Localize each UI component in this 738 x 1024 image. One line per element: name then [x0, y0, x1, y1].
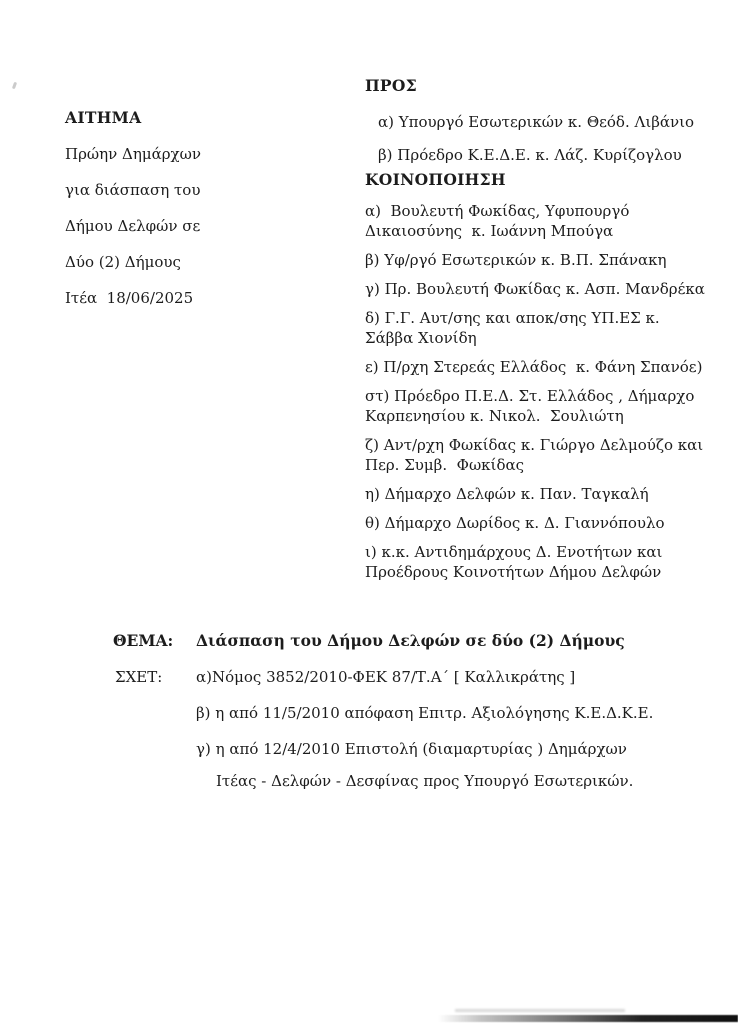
cc-item-1: α) Βουλευτή Φωκίδας, Υφυπουργό Δικαιοσύνης κ. Ιωάννη Μπούγα	[365, 202, 635, 240]
request-line-1: Πρώην Δημάρχων	[65, 145, 201, 163]
reference-item-2: β) η από 11/5/2010 απόφαση Επιτρ. Αξιολόγησης Κ.Ε.Δ.Κ.Ε.	[196, 704, 654, 722]
request-line-4: Δύο (2) Δήμους	[65, 253, 181, 271]
references-label: ΣΧΕΤ:	[115, 668, 163, 686]
reference-item-3: γ) η από 12/4/2010 Επιστολή (διαμαρτυρίας ) Δημάρχων	[196, 740, 627, 758]
cc-item-3: γ) Πρ. Βουλευτή Φωκίδας κ. Ασπ. Μανδρέκα	[365, 280, 705, 298]
request-line-2: για διάσπαση του	[65, 181, 201, 199]
request-block	[65, 108, 315, 324]
cc-item-2: β) Υφ/ργό Εσωτερικών κ. Β.Π. Σπάνακη	[365, 251, 667, 269]
request-title: ΑΙΤΗΜΑ	[65, 108, 142, 127]
cc-item-8: η) Δήμαρχο Δελφών κ. Παν. Ταγκαλή	[365, 485, 649, 503]
cc-item-6: στ) Πρόεδρο Π.Ε.Δ. Στ. Ελλάδος , Δήμαρχο Καρπενησίου κ. Νικολ. Σουλιώτη	[365, 387, 700, 425]
scan-speck-artifact	[12, 82, 17, 90]
subject-label: ΘΕΜΑ:	[113, 631, 174, 650]
subject-text: Διάσπαση του Δήμου Δελφών σε δύο (2) Δήμους	[196, 631, 625, 650]
pros-item-1: α) Υπουργό Εσωτερικών κ. Θεόδ. Λιβάνιο	[378, 113, 695, 131]
references-list	[196, 667, 716, 807]
cc-item-10: ι) κ.κ. Αντιδημάρχους Δ. Ενοτήτων και Προέδρους Κοινοτήτων Δήμου Δελφών	[365, 543, 668, 581]
cc-title: ΚΟΙΝΟΠΟΙΗΣΗ	[365, 170, 506, 189]
scan-streak-artifact	[438, 1015, 738, 1022]
reference-item-1: α)Νόμος 3852/2010-ΦΕΚ 87/Τ.Α΄ [ Καλλικράτης ]	[196, 668, 576, 686]
subject-row	[113, 630, 625, 651]
pros-title: ΠΡΟΣ	[365, 76, 417, 95]
reference-item-3-continuation: Ιτέας - Δελφών - Δεσφίνας προς Υπουργό Εσωτερικών.	[216, 772, 634, 790]
pros-item-2: β) Πρόεδρο Κ.Ε.Δ.Ε. κ. Λάζ. Κυρίζογλου	[378, 146, 682, 164]
request-line-3: Δήμου Δελφών σε	[65, 217, 201, 235]
cc-item-7: ζ) Αντ/ρχη Φωκίδας κ. Γιώργο Δελμούζο και Περ. Συμβ. Φωκίδας	[365, 436, 708, 474]
recipients-block	[365, 76, 708, 591]
references-row	[115, 667, 716, 807]
request-place-date: Ιτέα 18/06/2025	[65, 289, 194, 307]
cc-item-9: θ) Δήμαρχο Δωρίδος κ. Δ. Γιαννόπουλο	[365, 514, 665, 532]
scan-smudge-artifact	[455, 1009, 625, 1012]
cc-item-5: ε) Π/ρχη Στερεάς Ελλάδος κ. Φάνη Σπανόε)	[365, 358, 703, 376]
cc-item-4: δ) Γ.Γ. Αυτ/σης και αποκ/σης ΥΠ.ΕΣ κ. Σάββα Χιονίδη	[365, 309, 665, 347]
